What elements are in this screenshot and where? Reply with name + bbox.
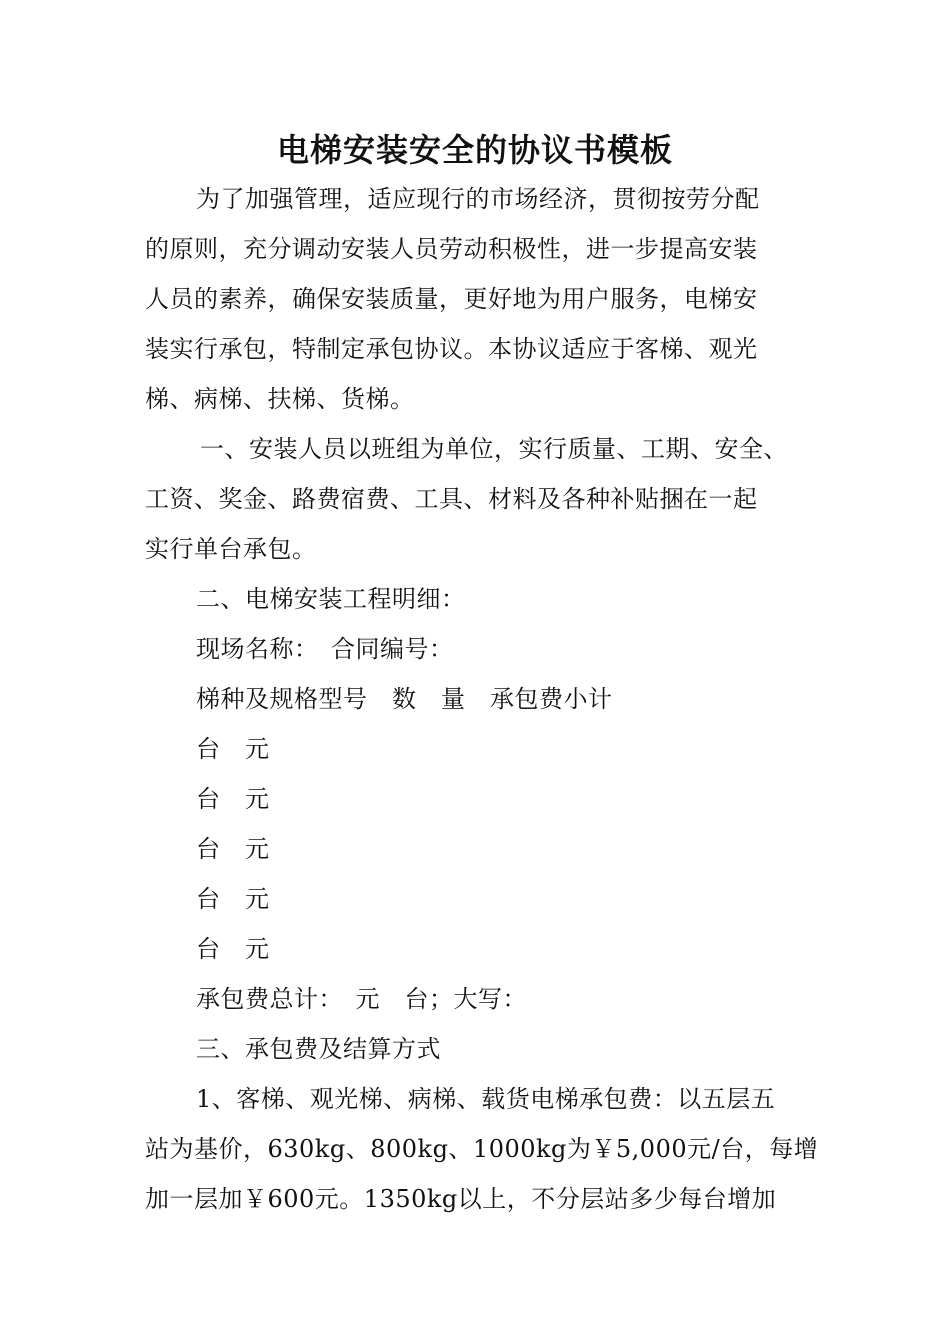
table-row: 台 元 <box>196 885 270 913</box>
section-heading: 三、承包费及结算方式 <box>196 1035 441 1063</box>
form-line: 现场名称： 合同编号： <box>196 635 454 663</box>
paragraph-line: 的原则，充分调动安装人员劳动积极性，进一步提高安装 <box>145 235 758 263</box>
table-header-line: 梯种及规格型号 数 量 承包费小计 <box>196 685 613 713</box>
paragraph-line: 人员的素养，确保安装质量，更好地为用户服务，电梯安 <box>145 285 758 313</box>
paragraph-line: 1、客梯、观光梯、病梯、载货电梯承包费：以五层五 <box>196 1085 776 1113</box>
table-row: 台 元 <box>196 735 270 763</box>
paragraph-line: 梯、病梯、扶梯、货梯。 <box>145 385 415 413</box>
paragraph-line: 实行单台承包。 <box>145 535 317 563</box>
table-row: 台 元 <box>196 785 270 813</box>
table-row: 台 元 <box>196 835 270 863</box>
paragraph-line: 一、安装人员以班组为单位，实行质量、工期、安全、 <box>200 435 788 463</box>
paragraph-line: 装实行承包，特制定承包协议。本协议适应于客梯、观光 <box>145 335 758 363</box>
paragraph-line: 工资、奖金、路费宿费、工具、材料及各种补贴捆在一起 <box>145 485 758 513</box>
section-heading: 二、电梯安装工程明细： <box>196 585 466 613</box>
document-title: 电梯安装安全的协议书模板 <box>276 131 673 169</box>
total-line: 承包费总计： 元 台；大写： <box>196 985 527 1013</box>
paragraph-line: 站为基价，630kg、800kg、1000kg为￥5,000元/台，每增 <box>145 1135 819 1163</box>
paragraph-line: 加一层加￥600元。1350kg以上，不分层站多少每台增加 <box>145 1185 777 1213</box>
paragraph-line: 为了加强管理，适应现行的市场经济，贯彻按劳分配 <box>196 185 760 213</box>
table-row: 台 元 <box>196 935 270 963</box>
